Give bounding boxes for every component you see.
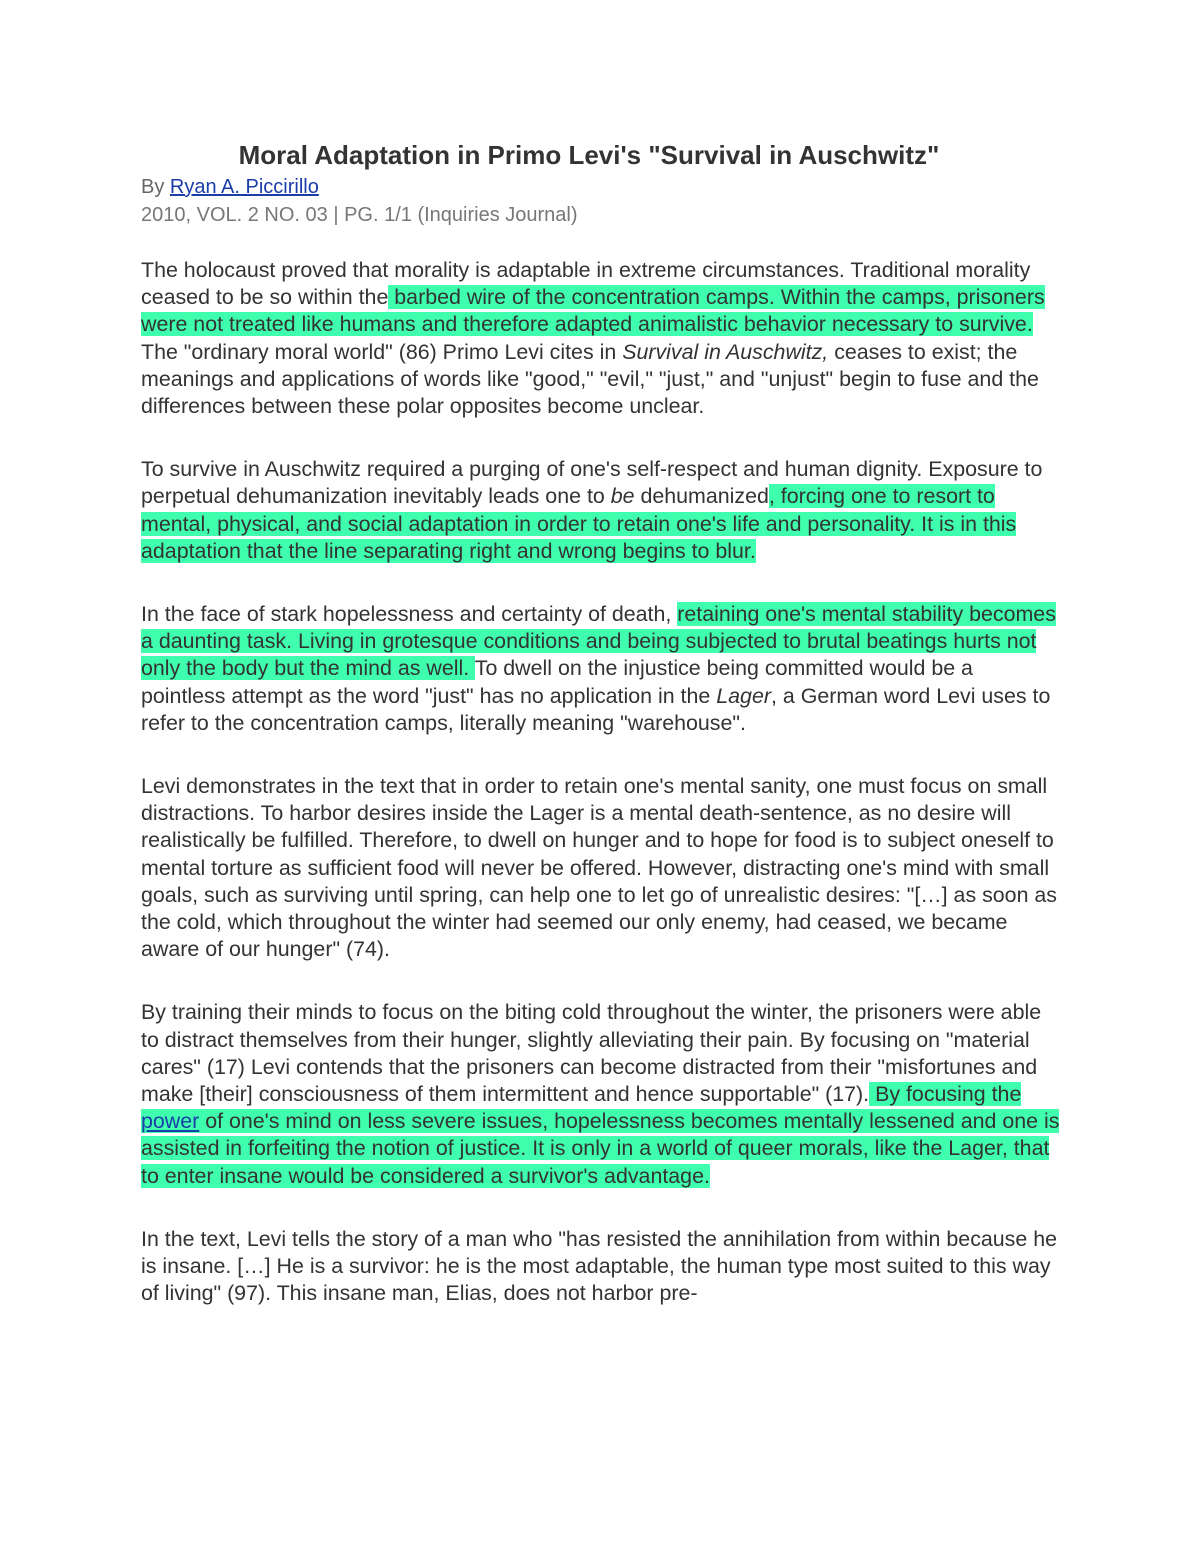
text-run: The holocaust proved that morality is adaptable in extreme circumstances. Traditional morality ceased to be so within the	[141, 258, 1031, 310]
issue-info: 2010, VOL. 2 NO. 03 | PG. 1/1 (Inquiries Journal)	[141, 204, 578, 226]
paragraph-4	[141, 773, 1061, 963]
paragraph-2	[141, 456, 1061, 565]
paragraph-6	[141, 1226, 1061, 1308]
italic-word: Lager	[716, 683, 771, 708]
paragraph-1	[141, 257, 1061, 420]
highlighted-text: retaining one's mental stability becomes a daunting task. Living in grotesque conditions and being subjected to brutal beatings hurts not only the body but the mind as well.	[141, 602, 1056, 681]
text-run: By training their minds to focus on the biting cold throughout the winter, the prisoners were able to distract themselves from their hunger, slightly alleviating their pain. By focusing on "material cares" (17) Levi contends that the prisoners can become distracted from their "misfortunes and make [their] consciousness of them intermittent and hence supportable" (17).	[141, 1000, 1042, 1107]
text-run: ceases to exist; the meanings and applications of words like "good," "evil," "just," and "unjust" begin to fuse and the differences between these polar opposites become unclear.	[141, 339, 1039, 419]
document-title: Moral Adaptation in Primo Levi's "Survival in Auschwitz"	[238, 140, 940, 170]
text-run: of one's mind on less severe issues, hopelessness becomes mentally lessened and one is assisted in forfeiting the notion of justice. It is only in a world of queer morals, like the Lager, that to enter insane would be considered a survivor's advantage.	[141, 1109, 1060, 1188]
text-run: By focusing the	[869, 1082, 1022, 1107]
text-run: To dwell on the injustice being committed would be a pointless attempt as the word "just" has no application in the	[141, 656, 973, 708]
byline-prefix: By	[141, 176, 170, 198]
paragraph-3	[141, 601, 1061, 737]
text-run: To survive in Auschwitz required a purging of one's self-respect and human dignity. Exposure to perpetual dehumanization inevitably leads one to	[141, 457, 1043, 509]
text-run: In the text, Levi tells the story of a man who "has resisted the annihilation from within because he is insane. […] He is a survivor: he is the most adaptable, the human type most suited to this way of living" (97). This insane man, Elias, does not harbor pre-	[141, 1226, 1058, 1306]
paragraph-5	[141, 999, 1061, 1189]
book-title-italic: Survival in Auschwitz,	[622, 339, 829, 364]
document-page	[141, 138, 1061, 1308]
highlighted-text: barbed wire of the concentration camps. Within the camps, prisoners were not treated like humans and therefore adapted animalistic behavior necessary to survive.	[141, 285, 1045, 337]
text-run: , a German word Levi uses to refer to the concentration camps, literally meaning "warehouse".	[141, 683, 1051, 735]
author-link[interactable]: Ryan A. Piccirillo	[169, 176, 319, 198]
byline	[141, 173, 1061, 201]
text-run: dehumanized	[634, 484, 769, 509]
power-link[interactable]: power	[141, 1109, 200, 1134]
text-run: In the face of stark hopelessness and certainty of death,	[141, 602, 678, 627]
highlighted-text: , forcing one to resort to mental, physical, and social adaptation in order to retain one's life and personality. It is in this adaptation that the line separating right and wrong begins to blur.	[141, 484, 1017, 563]
text-run: The "ordinary moral world" (86) Primo Levi cites in	[141, 339, 623, 364]
text-run: Levi demonstrates in the text that in order to retain one's mental sanity, one must focus on small distractions. To harbor desires inside the Lager is a mental death-sentence, as no desire will realistically be fulfilled. Therefore, to dwell on hunger and to hope for food is to subject oneself to mental torture as sufficient food will never be offered. However, distracting one's mind with small goals, such as surviving until spring, can help one to let go of unrealistic desires: "[…] as soon as the cold, which throughout the winter had seemed our only enemy, had ceased, we became aware of our hunger" (74).	[141, 774, 1057, 962]
italic-word: be	[610, 484, 635, 509]
